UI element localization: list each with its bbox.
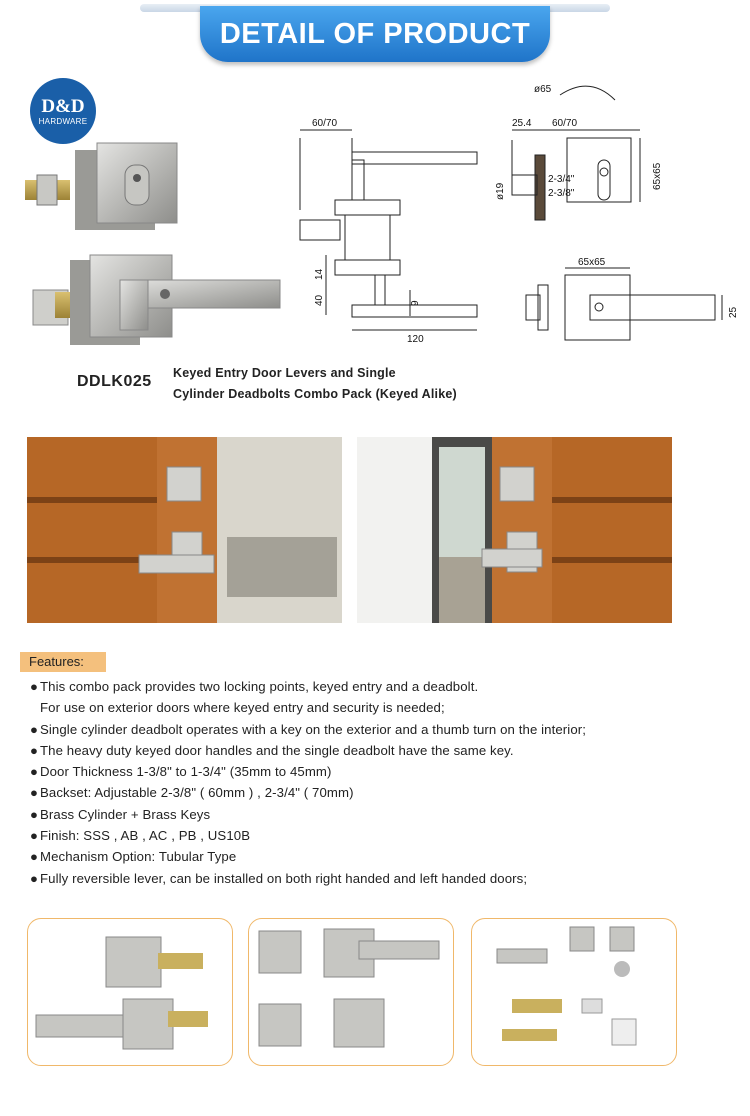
product-model: DDLK025 <box>77 373 152 390</box>
thumbnail-parts-kit <box>471 918 677 1066</box>
feature-item: ● Backset: Adjustable 2-3/8" ( 60mm ) , 2-3/4" ( 70mm) <box>30 785 354 801</box>
dim-height-14: 14 <box>314 268 325 280</box>
feature-item: ● Mechanism Option: Tubular Type <box>30 849 237 865</box>
dim-backset-b: 2-3/8" <box>548 188 575 199</box>
dim-backset-a: 2-3/4" <box>548 174 575 185</box>
lever-image <box>33 255 280 345</box>
feature-item: ● This combo pack provides two locking points, keyed entry and a deadbolt. <box>30 679 479 694</box>
product-description <box>173 363 457 405</box>
dim-bolt-dia: ø19 <box>495 182 506 200</box>
thumbnail-combo-pack <box>27 918 233 1066</box>
brand-logo <box>30 78 96 144</box>
features-tag: Features: <box>20 652 106 672</box>
banner-title: DETAIL OF PRODUCT <box>219 17 531 50</box>
deadbolt-image <box>25 143 177 230</box>
feature-item: ● Single cylinder deadbolt operates with a key on the exterior and a thumb turn on the interior; <box>30 721 587 737</box>
feature-item: ● The heavy duty keyed door handles and the single deadbolt have the same key. <box>30 742 514 758</box>
installed-photo-exterior <box>357 437 672 623</box>
dim-bolt-offset: 25.4 <box>512 118 532 129</box>
feature-item: ● Brass Cylinder + Brass Keys <box>30 806 211 822</box>
dim-rose-side: 65x65 <box>652 162 663 190</box>
features-list <box>30 676 586 889</box>
description-line-1: Keyed Entry Door Levers and Single <box>173 366 396 380</box>
feature-item-continued: For use on exterior doors where keyed entry and security is needed; <box>40 700 445 716</box>
dim-lever-length: 120 <box>407 334 424 345</box>
installed-photo-interior <box>27 437 342 623</box>
dim-lever-thickness: 9 <box>410 300 421 306</box>
dim-deadbolt-backset: 60/70 <box>552 118 578 129</box>
product-photo <box>15 140 290 360</box>
feature-item: ● Door Thickness 1-3/8" to 1-3/4" (35mm to 45mm) <box>30 764 332 780</box>
description-line-2: Cylinder Deadbolts Combo Pack (Keyed Alike) <box>173 387 457 401</box>
thumbnail-rosettes <box>248 918 454 1066</box>
logo-sub: HARDWARE <box>38 116 88 126</box>
banner-tab <box>200 6 550 62</box>
dim-height-40: 40 <box>314 294 325 306</box>
header-banner <box>140 0 610 64</box>
logo-name: D&D <box>41 95 85 117</box>
dim-lever-backset: 60/70 <box>312 118 338 129</box>
dim-rose-top: 65x65 <box>578 257 606 268</box>
dim-diameter: ø65 <box>534 84 552 95</box>
dim-lever-width: 25 <box>728 306 739 318</box>
technical-drawing <box>290 80 750 360</box>
feature-item: ● Finish: SSS , AB , AC , PB , US10B <box>30 828 251 844</box>
feature-item: ● Fully reversible lever, can be installed on both right handed and left handed doors; <box>30 870 528 886</box>
